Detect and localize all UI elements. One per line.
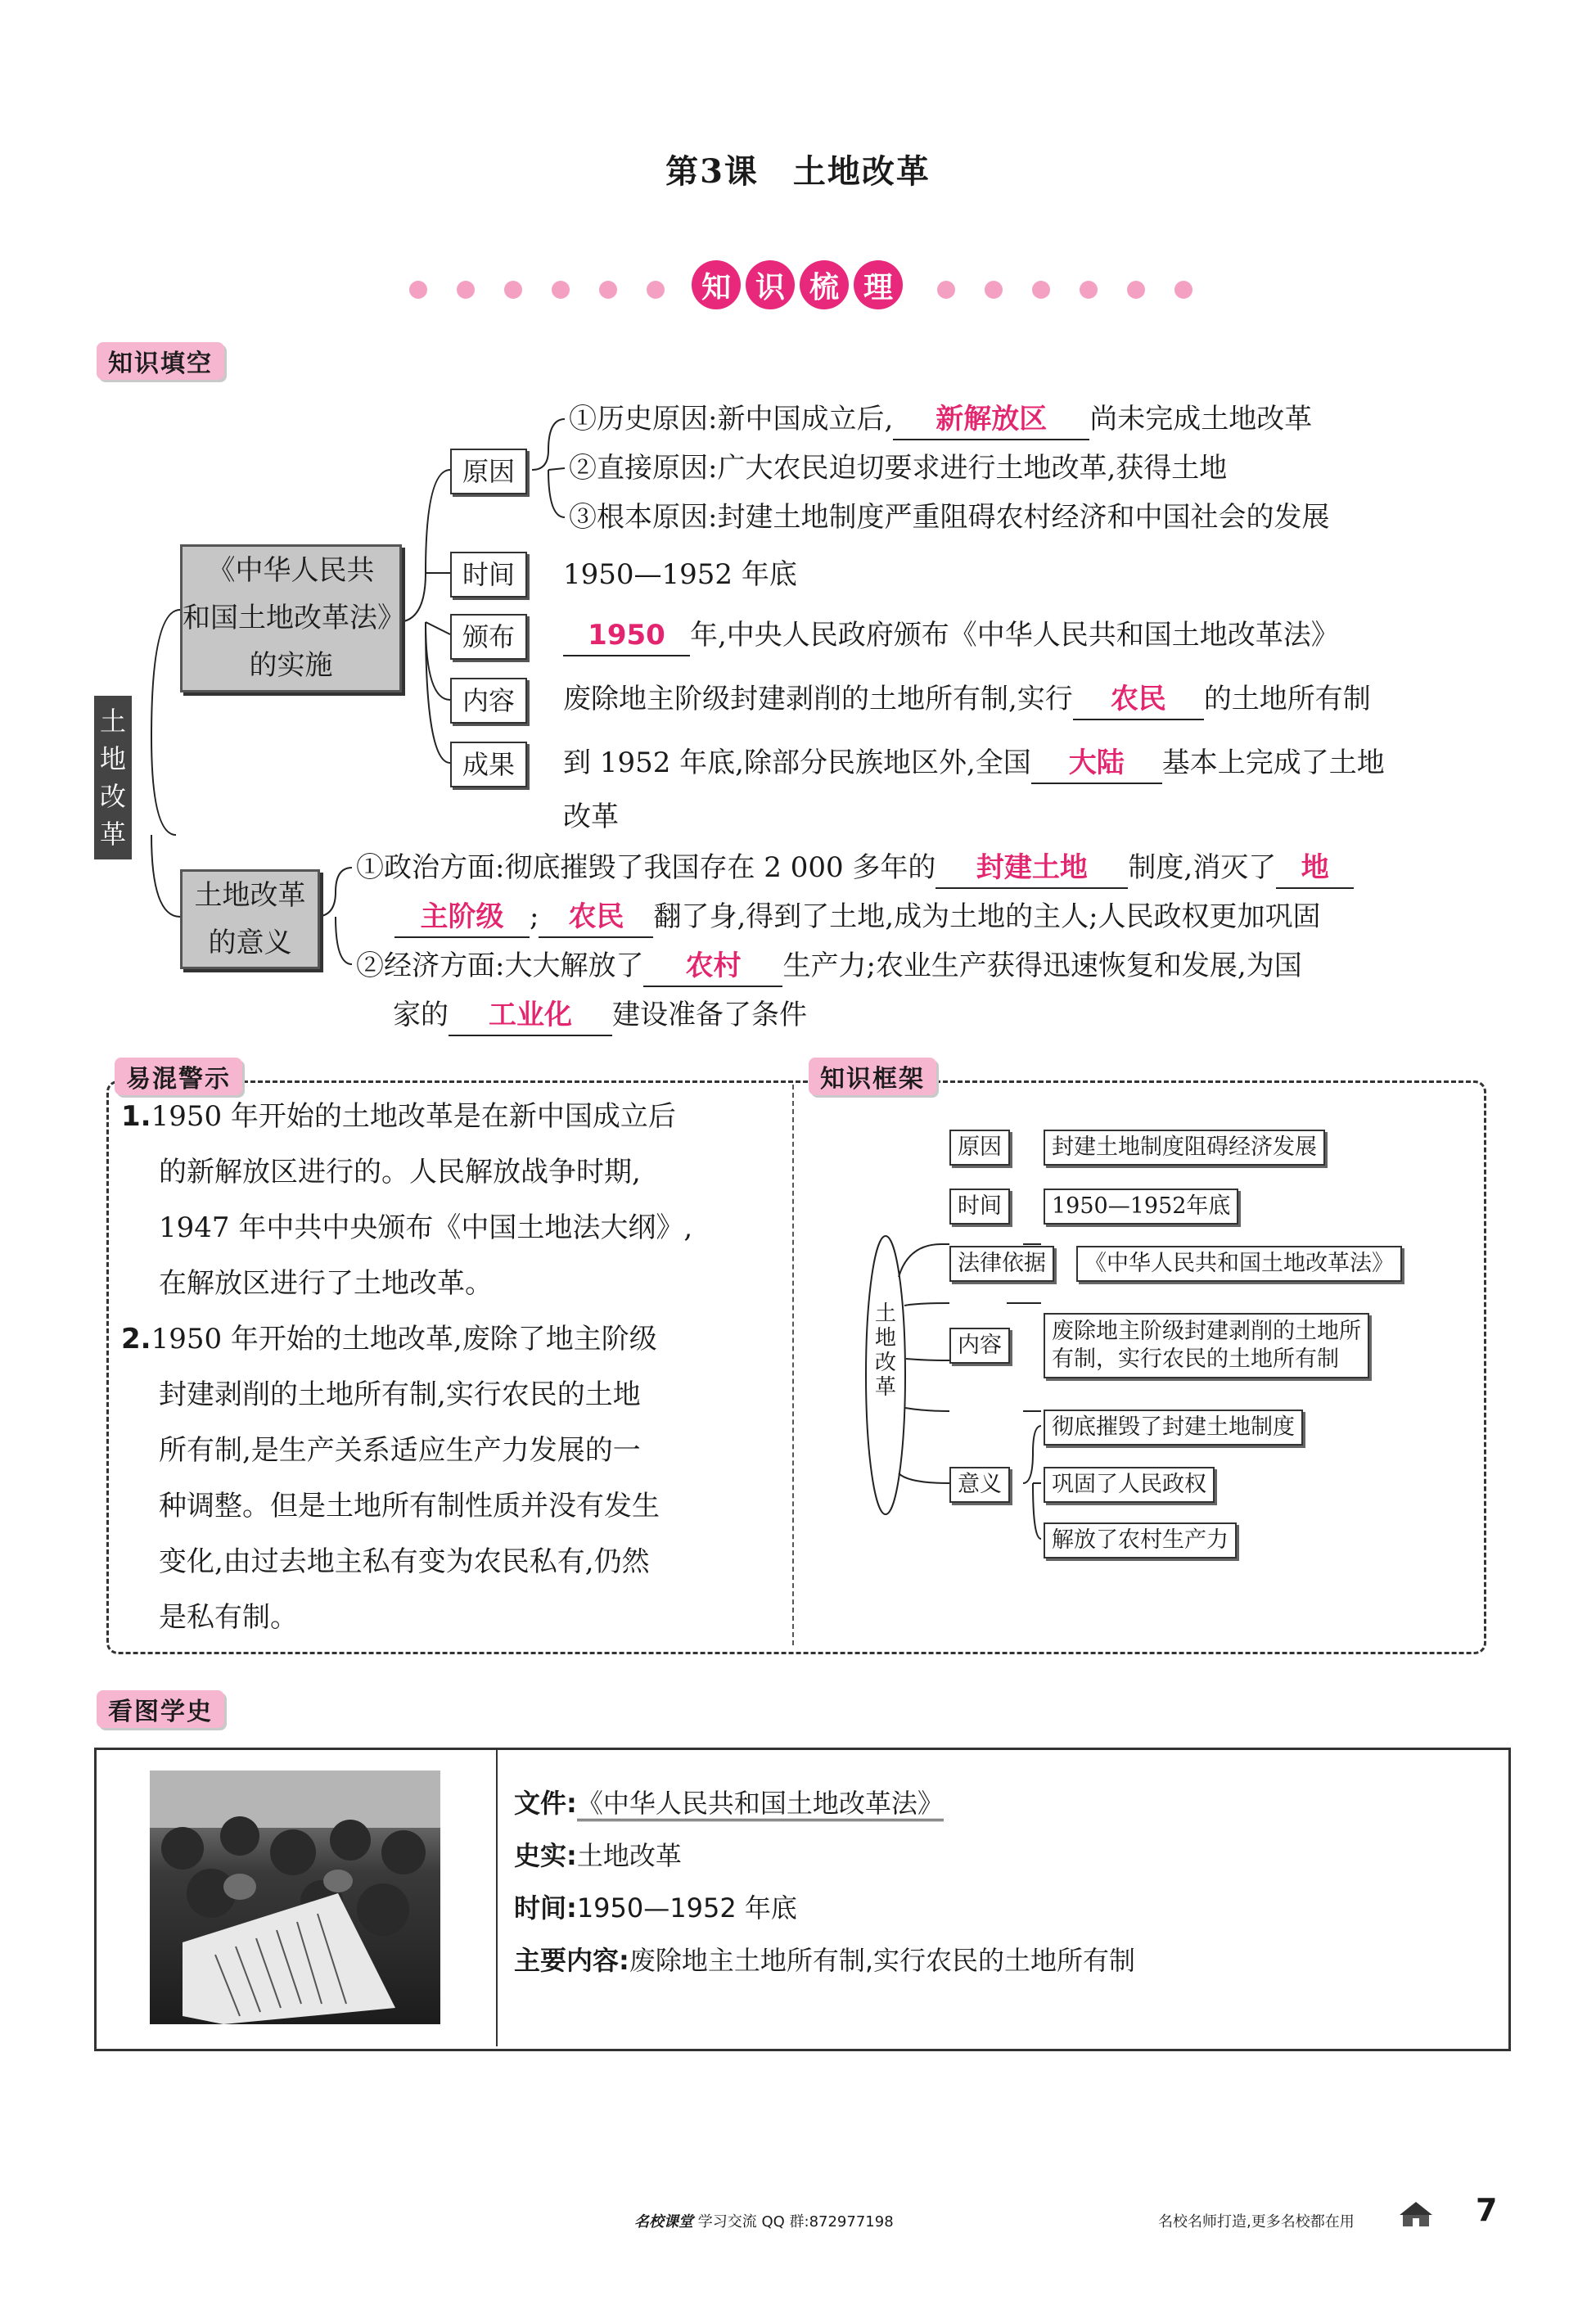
- root-topic: 土 地 改 革: [94, 696, 132, 859]
- fill-blank: 农民: [1073, 679, 1204, 720]
- section-tag-framework: 知识框架: [809, 1058, 936, 1095]
- banner-char: 梳: [800, 260, 849, 309]
- fill-blank: 新解放区: [893, 399, 1089, 440]
- banner-char: 知: [692, 260, 741, 309]
- tip-number: 2.: [121, 1323, 151, 1355]
- result-text-line2: 改革: [563, 801, 619, 833]
- fill-blank: 大陆: [1031, 743, 1162, 784]
- label-promulgate: 颁布: [450, 614, 527, 660]
- fill-blank: 封建土地: [936, 848, 1128, 889]
- fw-leaf-meaning-2: 巩固了人民政权: [1044, 1467, 1215, 1503]
- photo-illustration: [150, 1770, 440, 2024]
- picture-divider: [496, 1750, 498, 2046]
- fw-node-law: 法律依据: [949, 1246, 1054, 1282]
- fill-blank: 1950: [563, 616, 690, 656]
- section-tag-picture: 看图学史: [97, 1690, 224, 1728]
- banner-char: 识: [746, 260, 795, 309]
- promulgate-text: 1950 年,中央人民政府颁布《中华人民共和国土地改革法》: [563, 616, 1339, 656]
- reason-direct: ②直接原因:广大农民迫切要求进行土地改革,获得土地: [569, 452, 1228, 485]
- content-text: 废除地主阶级封建剥削的土地所有制,实行 农民 的土地所有制: [563, 679, 1371, 720]
- significance-economic-line2: 家的 工业化 建设准备了条件: [393, 995, 807, 1036]
- framework-root: 土 地 改 革: [874, 1301, 896, 1400]
- historical-photo: [150, 1770, 440, 2024]
- fw-node-reason: 原因: [949, 1130, 1010, 1166]
- label-result: 成果: [450, 742, 527, 787]
- fw-leaf-law: 《中华人民共和国土地改革法》: [1076, 1246, 1402, 1282]
- implement-box: 《中华人民共 和国土地改革法》 的实施: [180, 544, 402, 692]
- fw-node-time: 时间: [949, 1189, 1010, 1225]
- tip-item-1: 1.1950 年开始的土地改革是在新中国成立后 的新解放区进行的。人民解放战争时期, 1947 年中共中央颁布《中国土地法大纲》, 在解放区进行了土地改革。: [121, 1100, 693, 1300]
- fw-node-content: 内容: [949, 1328, 1010, 1364]
- fw-node-meaning: 意义: [949, 1467, 1010, 1503]
- page-number: 7: [1476, 2192, 1498, 2228]
- label-reason: 原因: [450, 449, 527, 494]
- picture-time: 时间:1950—1952 年底: [514, 1892, 797, 1924]
- label-content: 内容: [450, 678, 527, 724]
- section-tag-fill: 知识填空: [97, 342, 224, 380]
- picture-doc: 文件:《中华人民共和国土地改革法》: [514, 1783, 944, 1820]
- significance-political-line2: 主阶级 ; 农民 翻了身,得到了土地,成为土地的主人;人民政权更加巩固: [394, 897, 1321, 938]
- significance-economic: ②经济方面:大大解放了 农村 生产力;农业生产获得迅速恢复和发展,为国: [356, 946, 1302, 987]
- significance-political: ①政治方面:彻底摧毁了我国存在 2 000 多年的 封建土地 制度,消灭了 地: [356, 848, 1354, 889]
- time-text: 1950—1952 年底: [563, 558, 797, 591]
- footer-center: 名校课堂 学习交流 QQ 群:872977198: [634, 2213, 894, 2231]
- panel-divider: [792, 1085, 794, 1645]
- picture-main-content: 主要内容:废除地主土地所有制,实行农民的土地所有制: [514, 1945, 1135, 1976]
- fw-leaf-time: 1950—1952年底: [1044, 1189, 1238, 1225]
- fill-blank: 主阶级: [394, 897, 530, 938]
- picture-fact: 史实:土地改革: [514, 1840, 682, 1871]
- fw-leaf-content: 废除地主阶级封建剥削的土地所 有制，实行农民的土地所有制: [1044, 1313, 1369, 1378]
- banner-char: 理: [854, 260, 903, 309]
- publisher-logo: [1393, 2199, 1439, 2230]
- fill-blank: 地: [1276, 848, 1354, 889]
- section-tag-tips: 易混警示: [115, 1058, 242, 1095]
- label-time: 时间: [450, 552, 527, 598]
- result-text: 到 1952 年底,除部分民族地区外,全国 大陆 基本上完成了土地: [563, 743, 1385, 784]
- fw-leaf-reason: 封建土地制度阻碍经济发展: [1044, 1130, 1325, 1166]
- tip-item-2: 2.1950 年开始的土地改革,废除了地主阶级 封建剥削的土地所有制,实行农民的土地 所有制,是生产关系适应生产力发展的一 种调整。但是土地所有制性质并没有发生 变化,由过去地主私有变为农民私有,仍然 是私有制。: [121, 1323, 660, 1634]
- fill-blank: 工业化: [449, 995, 612, 1036]
- significance-box: 土地改革 的意义: [180, 869, 320, 969]
- tip-number: 1.: [121, 1100, 151, 1133]
- reason-root: ③根本原因:封建土地制度严重阻碍农村经济和中国社会的发展: [569, 501, 1330, 534]
- fill-blank: 农民: [539, 897, 653, 938]
- fill-blank: 农村: [643, 946, 782, 987]
- page-title: 第3课 土地改革: [665, 152, 931, 191]
- footer-right: 名校名师打造,更多名校都在用: [1158, 2213, 1355, 2231]
- reason-history: ①历史原因:新中国成立后, 新解放区 尚未完成土地改革: [569, 399, 1312, 440]
- fw-leaf-meaning-1: 彻底摧毁了封建土地制度: [1044, 1410, 1303, 1446]
- fw-leaf-meaning-3: 解放了农村生产力: [1044, 1522, 1237, 1558]
